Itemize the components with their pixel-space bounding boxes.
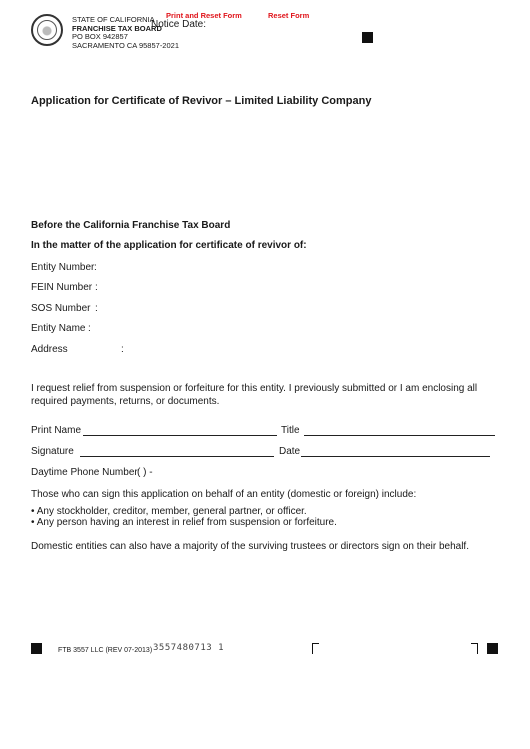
matter-heading: In the matter of the application for certificate of revivor of: xyxy=(31,240,307,251)
request-paragraph: I request relief from suspension or forfeiture for this entity. I previously submitted or I am enclosing all required payments, returns, or documents. xyxy=(31,383,478,407)
form-title: Application for Certificate of Revivor – Limited Liability Company xyxy=(31,95,372,107)
reset-button[interactable]: Reset Form xyxy=(268,11,310,20)
bullet-item: • Any stockholder, creditor, member, general partner, or officer. xyxy=(31,506,307,517)
print-reset-button[interactable]: Print and Reset Form xyxy=(166,11,242,20)
title-field[interactable] xyxy=(304,435,495,436)
agency-line-3: PO BOX 942857 xyxy=(72,32,128,41)
print-name-field[interactable] xyxy=(83,435,277,436)
left-bracket-mark xyxy=(312,643,319,654)
fein-number-label: FEIN Number xyxy=(31,282,93,293)
seal-emblem xyxy=(37,20,57,40)
agency-line-2: FRANCHISE TAX BOARD xyxy=(72,24,162,33)
fein-number-colon: : xyxy=(95,282,98,293)
phone-field[interactable]: ( ) - xyxy=(137,467,153,478)
entity-number-colon: : xyxy=(94,262,97,273)
domestic-text: Domestic entities can also have a majority of the surviving trustees or directors sign on their behalf. xyxy=(31,541,469,552)
right-bracket-mark xyxy=(471,643,478,654)
form-id: FTB 3557 LLC (REV 07-2013) xyxy=(58,647,153,654)
entity-number-label: Entity Number xyxy=(31,262,95,273)
who-can-sign-text: Those who can sign this application on behalf of an entity (domestic or foreign) include: xyxy=(31,489,417,500)
print-name-label: Print Name xyxy=(31,425,82,436)
state-seal xyxy=(31,14,63,46)
address-label: Address xyxy=(31,344,68,355)
sos-number-label: SOS Number xyxy=(31,303,91,314)
title-label: Title xyxy=(281,425,300,436)
agency-line-1: STATE OF CALIFORNIA xyxy=(72,15,155,24)
bullet-item: • Any person having an interest in relief from suspension or forfeiture. xyxy=(31,517,337,528)
entity-name-colon: : xyxy=(88,323,91,334)
phone-label: Daytime Phone Number xyxy=(31,467,138,478)
bullet-text: Any stockholder, creditor, member, general partner, or officer. xyxy=(36,506,307,517)
bullet-text: Any person having an interest in relief from suspension or forfeiture. xyxy=(36,517,337,528)
date-field[interactable] xyxy=(301,456,490,457)
before-heading: Before the California Franchise Tax Board xyxy=(31,220,231,231)
agency-line-4: SACRAMENTO CA 95857-2021 xyxy=(72,41,179,50)
corner-marker-bottom-left xyxy=(31,643,42,654)
form-barcode-number: 3557480713 1 xyxy=(153,643,225,653)
signature-field[interactable] xyxy=(80,456,274,457)
sos-number-colon: : xyxy=(95,303,98,314)
notice-date-label: Notice Date: xyxy=(151,19,207,30)
corner-marker-top xyxy=(362,32,373,43)
entity-name-label: Entity Name xyxy=(31,323,86,334)
address-colon: : xyxy=(121,344,124,355)
corner-marker-bottom-right xyxy=(487,643,498,654)
signature-label: Signature xyxy=(31,446,74,457)
date-label: Date xyxy=(279,446,301,457)
